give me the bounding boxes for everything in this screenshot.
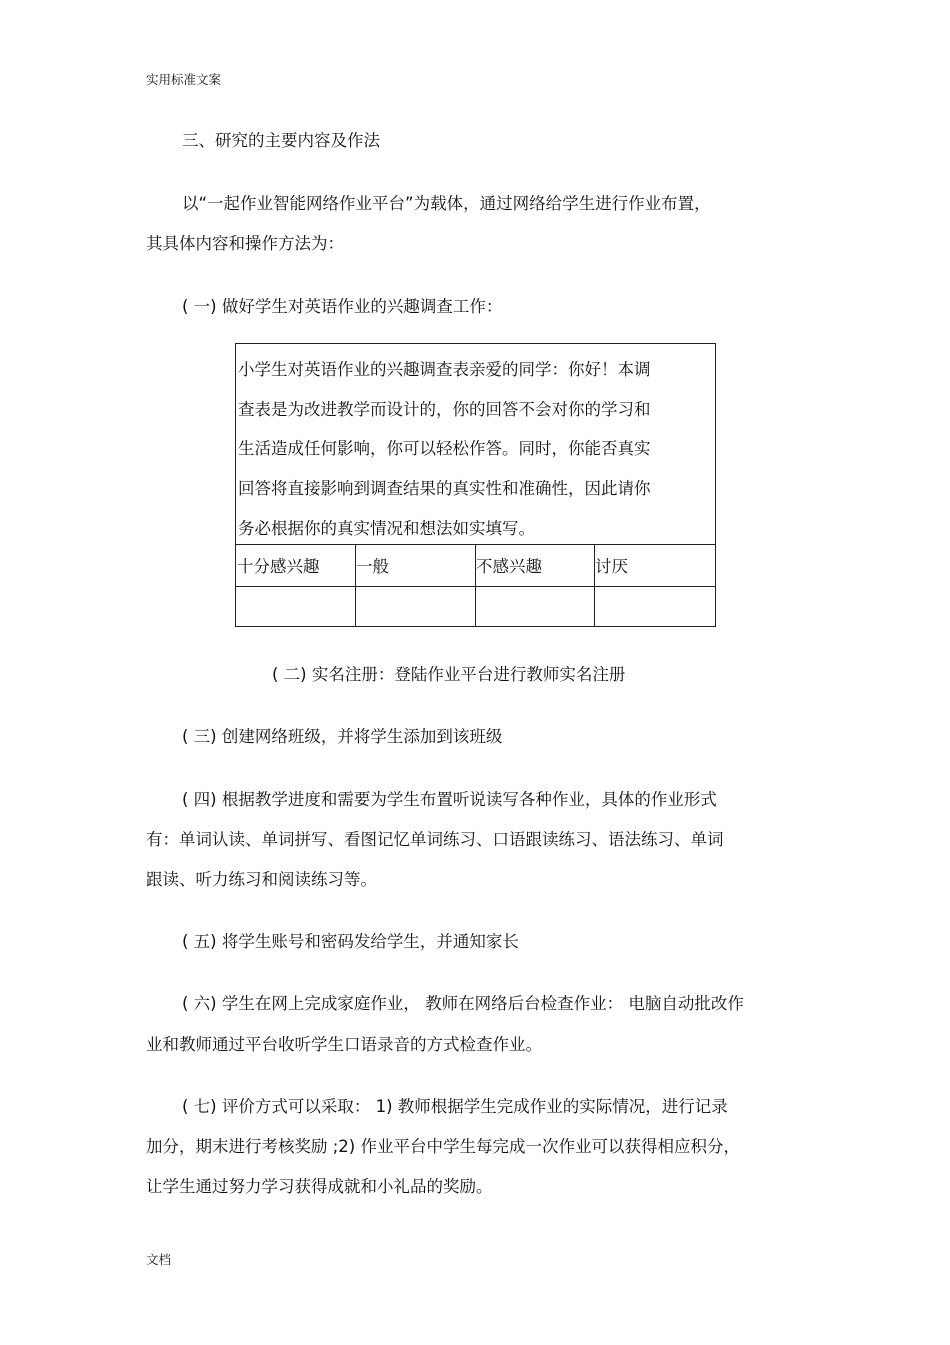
item-4-line-2: 有：单词认读、单词拼写、看图记忆单词练习、口语跟读练习、语法练习、单词: [146, 830, 724, 849]
answer-cell: [355, 587, 475, 626]
answer-cell: [594, 587, 715, 626]
survey-table: [235, 343, 716, 627]
page-header: 实用标准文案: [146, 72, 222, 87]
survey-intro-cell: [236, 344, 715, 545]
option-cell-average: 一般: [356, 557, 389, 576]
page-footer: 文档: [146, 1252, 172, 1267]
item-3: ( 三) 创建网络班级，并将学生添加到该班级: [182, 727, 503, 746]
item-6-line-1: ( 六) 学生在网上完成家庭作业， 教师在网络后台检查作业： 电脑自动批改作: [182, 994, 744, 1013]
intro-line-1: 以“一起作业智能网络作业平台”为载体，通过网络给学生进行作业布置，: [182, 194, 711, 213]
option-cell-dislike: 讨厌: [595, 557, 628, 576]
survey-intro-line: 回答将直接影响到调查结果的真实性和准确性，因此请你: [238, 479, 651, 498]
item-1: ( 一) 做好学生对英语作业的兴趣调查工作：: [182, 297, 503, 316]
section-title: 三、研究的主要内容及作法: [182, 131, 380, 150]
item-5: ( 五) 将学生账号和密码发给学生，并通知家长: [182, 932, 519, 951]
intro-line-2: 其具体内容和操作方法为：: [146, 234, 344, 253]
option-cell-very-interested: 十分感兴趣: [237, 557, 320, 576]
survey-intro-line: 生活造成任何影响，你可以轻松作答。同时，你能否真实: [238, 439, 651, 458]
item-6-line-2: 业和教师通过平台收听学生口语录音的方式检查作业。: [146, 1035, 542, 1054]
survey-intro-line: 查表是为改进教学而设计的，你的回答不会对你的学习和: [238, 400, 651, 419]
item-7-line-1: ( 七) 评价方式可以采取： 1) 教师根据学生完成作业的实际情况，进行记录: [182, 1097, 728, 1116]
survey-intro-line: 务必根据你的真实情况和想法如实填写。: [238, 519, 535, 538]
answer-cell: [236, 587, 355, 626]
item-7-line-3: 让学生通过努力学习获得成就和小礼品的奖励。: [146, 1177, 493, 1196]
item-4-line-1: ( 四) 根据教学进度和需要为学生布置听说读写各种作业，具体的作业形式: [182, 790, 717, 809]
item-2: ( 二) 实名注册：登陆作业平台进行教师实名注册: [272, 665, 626, 684]
item-4-line-3: 跟读、听力练习和阅读练习等。: [146, 870, 377, 889]
survey-intro-line: 小学生对英语作业的兴趣调查表亲爱的同学：你好！本调: [238, 360, 651, 379]
item-7-line-2: 加分，期末进行考核奖励 ;2) 作业平台中学生每完成一次作业可以获得相应积分，: [146, 1137, 740, 1156]
answer-cell: [475, 587, 594, 626]
option-cell-not-interested: 不感兴趣: [476, 557, 542, 576]
